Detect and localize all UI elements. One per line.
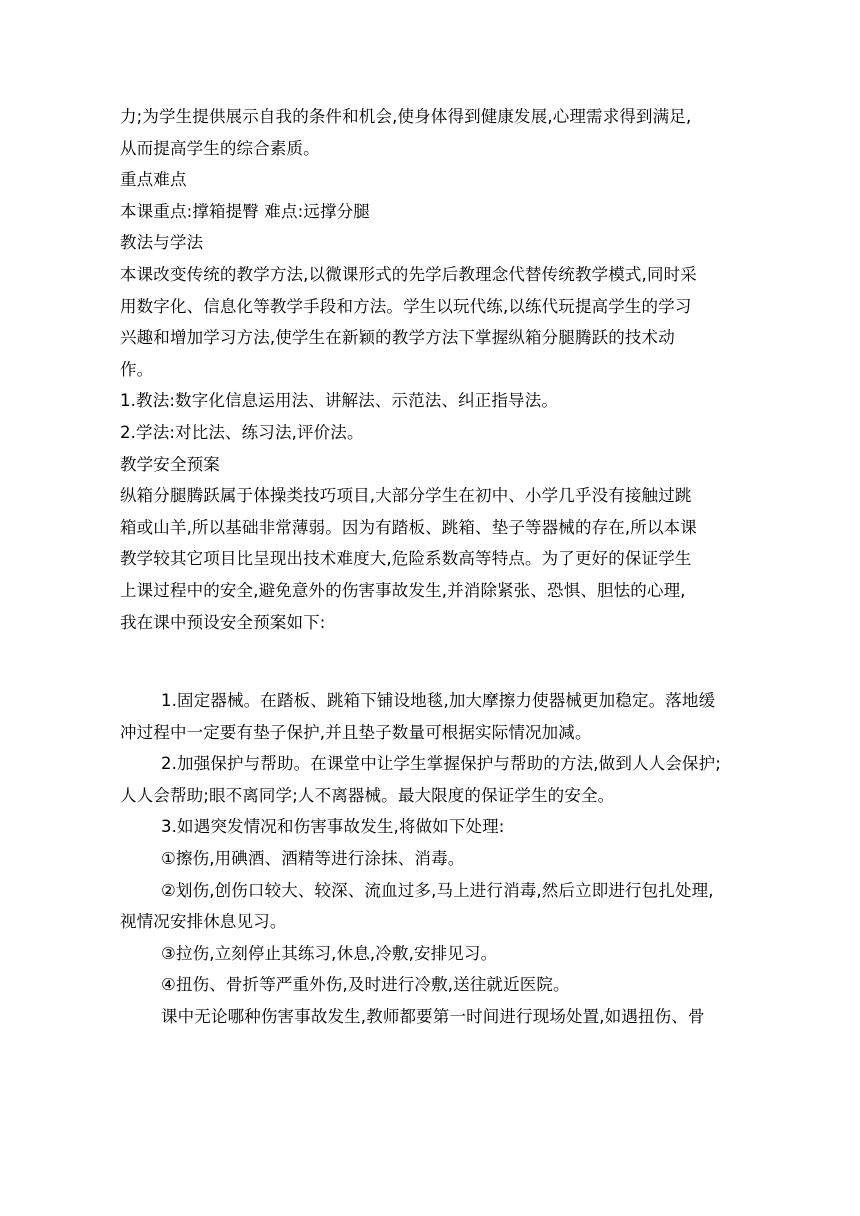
list-item: 1.固定器械。在踏板、跳箱下铺设地毯,加大摩擦力使器械更加稳定。落地缓 <box>161 691 716 711</box>
text-line: 本课重点:撑箱提臀 难点:远撑分腿 <box>120 201 370 221</box>
section-heading: 教学安全预案 <box>120 454 220 474</box>
text-line: 纵箱分腿腾跃属于体操类技巧项目,大部分学生在初中、小学几乎没有接触过跳 <box>120 486 692 506</box>
paragraph-gap <box>120 638 742 685</box>
sub-list-item: ③拉伤,立刻停止其练习,休息,冷敷,安排见习。 <box>161 943 498 963</box>
text-line: 作。 <box>120 359 154 379</box>
text-line: 力;为学生提供展示自我的条件和机会,使身体得到健康发展,心理需求得到满足, <box>120 107 692 126</box>
document-body <box>120 101 742 1033</box>
text-line: 本课改变传统的教学方法,以微课形式的先学后教理念代替传统教学模式,同时采 <box>120 264 697 284</box>
text-line: 兴趣和增加学习方法,使学生在新颖的教学方法下掌握纵箱分腿腾跃的技术动 <box>120 328 675 348</box>
list-item: 1.教法:数字化信息运用法、讲解法、示范法、纠正指导法。 <box>120 391 559 411</box>
text-line: 用数字化、信息化等教学手段和方法。学生以玩代练,以练代玩提高学生的学习 <box>120 296 692 316</box>
text-line: 上课过程中的安全,避免意外的伤害事故发生,并消除紧张、恐惧、胆怯的心理, <box>120 580 686 600</box>
text-line: 视情况安排休息见习。 <box>120 912 287 932</box>
text-line: 教学较其它项目比呈现出技术难度大,危险系数高等特点。为了更好的保证学生 <box>120 549 692 569</box>
list-item: 2.学法:对比法、练习法,评价法。 <box>120 422 364 442</box>
sub-list-item: ④扭伤、骨折等严重外伤,及时进行冷敷,送往就近医院。 <box>161 975 570 995</box>
sub-list-item: ②划伤,创伤口较大、较深、流血过多,马上进行消毒,然后立即进行包扎处理, <box>161 880 714 900</box>
text-line: 从而提高学生的综合素质。 <box>120 138 320 158</box>
text-line: 我在课中预设安全预案如下: <box>120 612 326 632</box>
sub-list-item: ①擦伤,用碘酒、酒精等进行涂抹、消毒。 <box>161 849 465 869</box>
text-line: 冲过程中一定要有垫子保护,并且垫子数量可根据实际情况加减。 <box>120 722 592 742</box>
text-line: 箱或山羊,所以基础非常薄弱。因为有踏板、跳箱、垫子等器械的存在,所以本课 <box>120 517 697 537</box>
text-line: 人人会帮助;眼不离同学;人不离器械。最大限度的保证学生的安全。 <box>120 785 615 805</box>
section-heading: 教法与学法 <box>120 233 204 253</box>
list-item: 3.如遇突发情况和伤害事故发生,将做如下处理: <box>161 817 505 837</box>
list-item: 2.加强保护与帮助。在课堂中让学生掌握保护与帮助的方法,做到人人会保护; <box>161 754 721 774</box>
text-line: 课中无论哪种伤害事故发生,教师都要第一时间进行现场处置,如遇扭伤、骨 <box>161 1007 705 1027</box>
section-heading: 重点难点 <box>120 170 187 190</box>
